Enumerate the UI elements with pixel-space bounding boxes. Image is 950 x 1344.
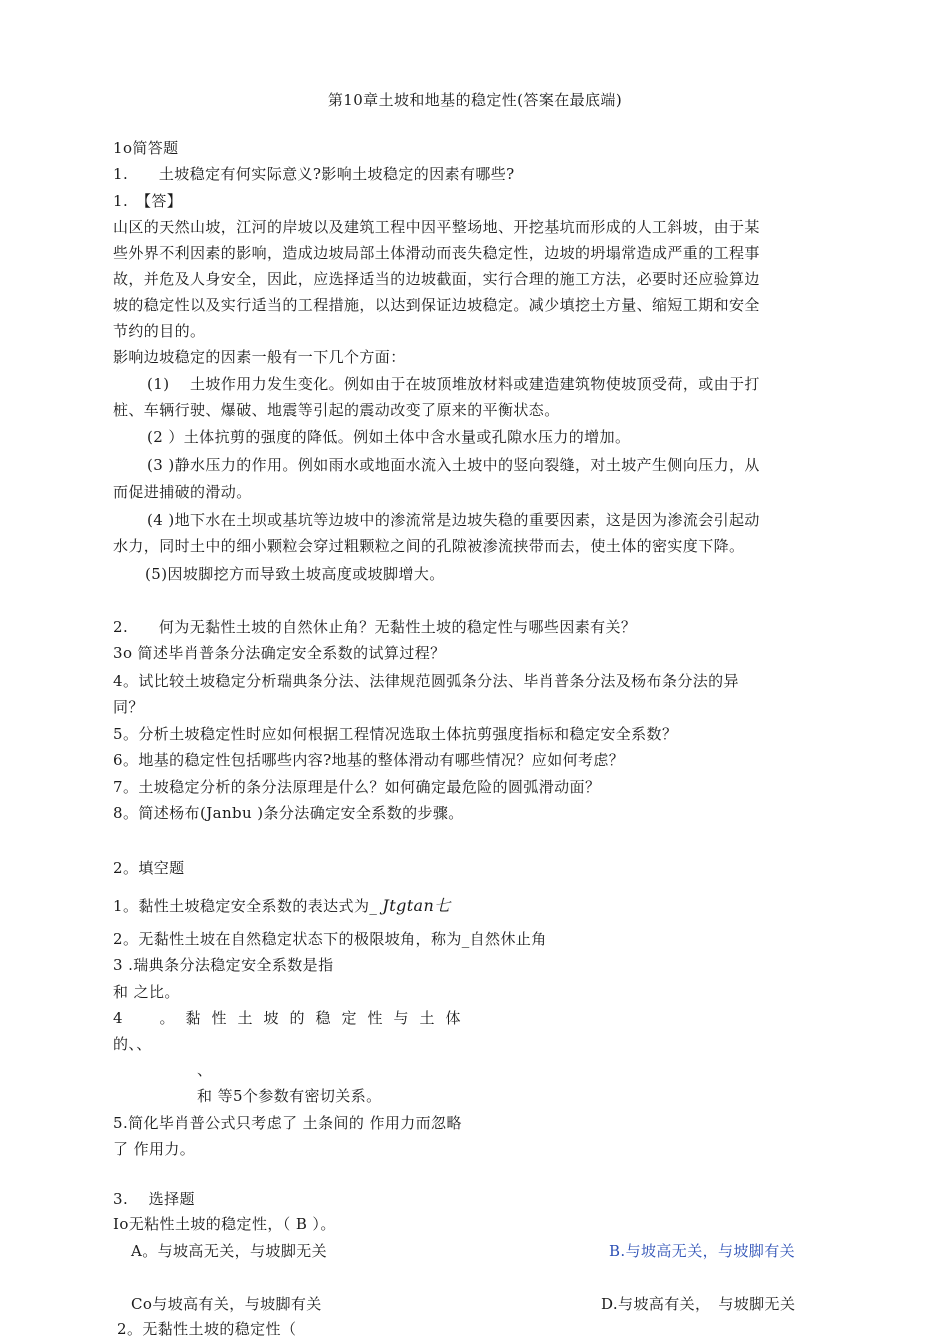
fill-question-4-cont: 和 等5个参数有密切关系。	[197, 1087, 382, 1105]
question-line: 4。试比较土坡稳定分析瑞典条分法、法律规范圆弧条分法、毕肖普条分法及杨布条分法的异	[113, 672, 739, 690]
fill-question-5-cont: 了 作用力。	[113, 1140, 196, 1158]
answer-paragraph-line: 故，并危及人身安全，因此，应选择适当的边坡截面，实行合理的施工方法，必要时还应验算边	[113, 270, 760, 288]
factor-line: 桩、车辆行驶、爆破、地震等引起的震动改变了原来的平衡状态。	[113, 401, 560, 419]
answer-paragraph-line: 山区的天然山坡，江河的岸坡以及建筑工程中因平整场地、开挖基坑而形成的人工斜坡，由于某	[113, 218, 760, 236]
question-line: 7。土坡稳定分析的条分法原理是什么？如何确定最危险的圆弧滑动面？	[113, 778, 601, 796]
factors-intro: 影响边坡稳定的因素一般有一下几个方面：	[113, 348, 406, 366]
question-line: 6。地基的稳定性包括哪些内容?地基的整体滑动有哪些情况？应如何考虑？	[113, 751, 625, 769]
section-heading-fill-in: 2。填空题	[113, 859, 185, 877]
question-1: 1. 土坡稳定有何实际意义?影响土坡稳定的因素有哪些?	[113, 165, 515, 183]
section-heading-multiple-choice: 3. 选择题	[113, 1190, 195, 1208]
factor-line: (2 ）土体抗剪的强度的降低。例如土体中含水量或孔隙水压力的增加。	[147, 428, 631, 446]
fill-question-2: 2。无黏性土坡在自然稳定状态下的极限坡角，称为_自然休止角	[113, 930, 547, 948]
factor-line: 水力，同时土中的细小颗粒会穿过粗颗粒之间的孔隙被渗流挟带而去，使土体的密实度下降。	[113, 537, 745, 555]
fill-question-1	[113, 896, 451, 916]
question-line: 5。分析土坡稳定性时应如何根据工程情况选取土体抗剪强度指标和稳定安全系数？	[113, 725, 678, 743]
section-heading-short-answer: 1o简答题	[113, 139, 179, 157]
question-line: 3o 简述毕肖普条分法确定安全系数的试算过程？	[113, 644, 446, 662]
factor-line: (3 )静水压力的作用。例如雨水或地面水流入土坡中的竖向裂缝，对土坡产生侧向压力，从	[147, 456, 760, 474]
question-line: 8。简述杨布(Janbu )条分法确定安全系数的步骤。	[113, 804, 464, 822]
answer-paragraph-line: 些外界不利因素的影响，造成边坡局部土体滑动而丧失稳定性，边坡的坍塌常造成严重的工程事	[113, 244, 760, 262]
choice-question-2: 2。无黏性土坡的稳定性（	[117, 1320, 297, 1338]
answer-paragraph-line: 节约的目的。	[113, 322, 206, 340]
option-a: A。与坡高无关，与坡脚无关	[131, 1242, 328, 1260]
question-line: 2. 何为无黏性土坡的自然休止角？无黏性土坡的稳定性与哪些因素有关？	[113, 618, 637, 636]
page-title: 第10章土坡和地基的稳定性(答案在最底端)	[327, 91, 623, 109]
option-d: D.与坡高有关， 与坡脚无关	[601, 1295, 796, 1313]
fill-question-4: 4 。黏性土坡的稳定性与土体	[113, 1009, 472, 1027]
fill-question-3-cont: 和 之比。	[113, 983, 180, 1001]
fill-question-3: 3 .瑞典条分法稳定安全系数是指	[113, 956, 334, 974]
factor-line: 而促进捕破的滑动。	[113, 483, 252, 501]
answer-label: 1. 【答】	[113, 192, 183, 210]
answer-paragraph-line: 坡的稳定性以及实行适当的工程措施，以达到保证边坡稳定。减少填挖土方量、缩短工期和安全	[113, 296, 760, 314]
choice-question-1: Io无粘性土坡的稳定性，（ B ）。	[113, 1215, 336, 1233]
fill-question-1-text: 1。黏性土坡稳定安全系数的表达式为_	[113, 897, 378, 915]
fill-question-4-cont: 的、、	[113, 1035, 152, 1053]
factor-line: (1) 土坡作用力发生变化。例如由于在坡顶堆放材料或建造建筑物使坡顶受荷，或由于打	[147, 375, 760, 393]
factor-line: (5)因坡脚挖方而导致土坡高度或坡脚增大。	[145, 565, 445, 583]
safety-factor-formula: Jtgtan七	[382, 896, 451, 915]
option-b: B.与坡高无关，与坡脚有关	[609, 1242, 795, 1260]
factor-line: (4 )地下水在土坝或基坑等边坡中的渗流常是边坡失稳的重要因素，这是因为渗流会引起动	[147, 511, 760, 529]
question-line: 同？	[113, 698, 144, 716]
fill-question-4-cont: 、	[197, 1061, 213, 1079]
fill-question-5: 5.简化毕肖普公式只考虑了 土条间的 作用力而忽略	[113, 1114, 462, 1132]
option-c: Co与坡高有关，与坡脚有关	[131, 1295, 322, 1313]
